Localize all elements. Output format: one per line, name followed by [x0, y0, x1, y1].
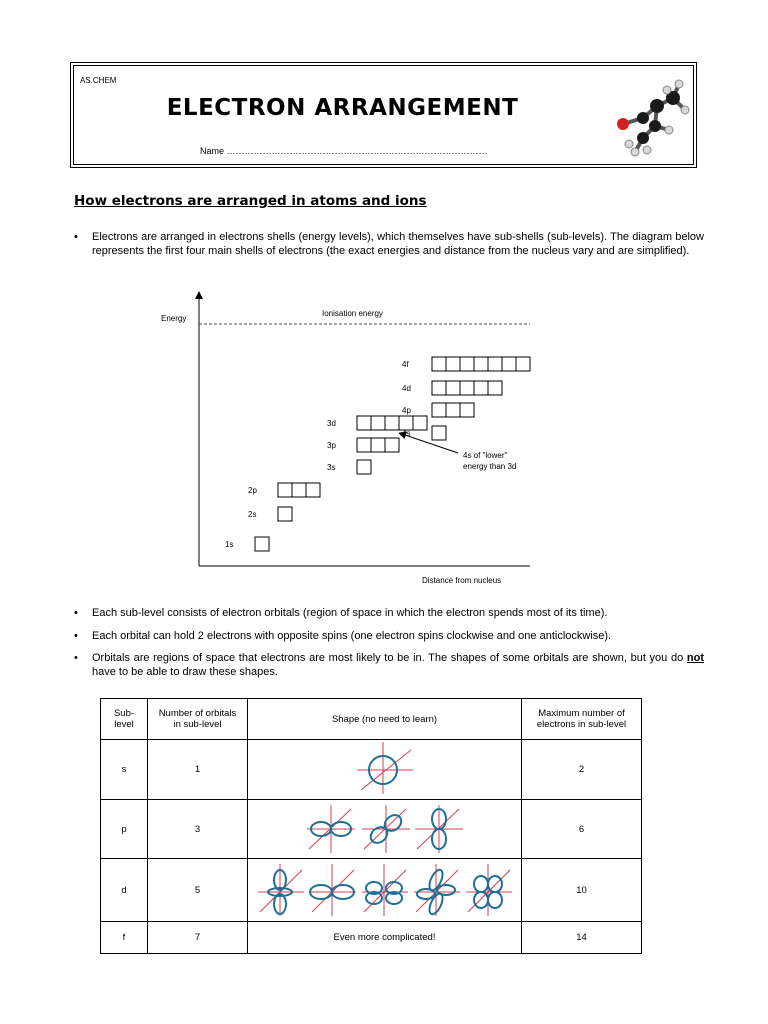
- orbital-box: [357, 416, 371, 430]
- cell-sublevel: f: [101, 922, 148, 954]
- bullet-icon: •: [74, 231, 78, 243]
- orbital-box: [474, 357, 488, 371]
- orbital-box: [488, 357, 502, 371]
- orbital-box: [446, 357, 460, 371]
- orbital-box: [474, 381, 488, 395]
- orbital-box: [385, 416, 399, 430]
- bullet-icon: •: [74, 630, 78, 642]
- orbital-box: [357, 460, 371, 474]
- note-line-2: energy than 3d: [463, 462, 517, 471]
- s-orbital-icon: [355, 740, 415, 796]
- orbital-box: [502, 357, 516, 371]
- p-orbitals-icon: [305, 801, 465, 855]
- orbital-box: [460, 381, 474, 395]
- orbital-box: [488, 381, 502, 395]
- orbital-box: [446, 381, 460, 395]
- cell-max: 2: [522, 740, 642, 800]
- orbital-box: [278, 507, 292, 521]
- cell-max: 10: [522, 859, 642, 922]
- orbital-box: [385, 438, 399, 452]
- table-header-row: [101, 699, 642, 740]
- table-row: [101, 740, 642, 800]
- orbital-box: [460, 403, 474, 417]
- sublevel-label: 4p: [402, 406, 411, 415]
- orbital-box: [371, 438, 385, 452]
- energy-level-diagram: [150, 285, 550, 590]
- orbital-box: [278, 483, 292, 497]
- sublevel-label: 3d: [327, 419, 336, 428]
- section-heading: How electrons are arranged in atoms and ions: [74, 193, 427, 209]
- cell-shape: [248, 800, 522, 859]
- orbital-box: [371, 416, 385, 430]
- note-arrow: [402, 434, 458, 453]
- sublevel-label: 3s: [327, 463, 336, 472]
- bullet-text-4-emphasis: not: [686, 652, 704, 664]
- bullet-icon: •: [74, 607, 78, 619]
- cell-shape: Even more complicated!: [248, 922, 522, 954]
- orbital-box: [255, 537, 269, 551]
- ionisation-label: Ionisation energy: [322, 309, 383, 318]
- bullet-icon: •: [74, 652, 78, 664]
- table-row: [101, 859, 642, 922]
- bullet-text-4-b: have to be able to draw these shapes.: [92, 665, 278, 678]
- bullet-text-3: Each orbital can hold 2 electrons with opposite spins (one electron spins clockwise and one anticlockwise).: [92, 630, 612, 642]
- course-code: AS.CHEM: [80, 76, 117, 85]
- bullet-text-2: Each sub-level consists of electron orbitals (region of space in which the electron spends most of its time).: [92, 607, 608, 619]
- orbital-box: [446, 403, 460, 417]
- distance-axis-label: Distance from nucleus: [422, 576, 502, 585]
- orbital-box: [357, 438, 371, 452]
- cell-orbitals: 7: [148, 922, 248, 954]
- cell-sublevel: s: [101, 740, 148, 800]
- bullet-text-4: [92, 652, 704, 679]
- orbital-box: [432, 403, 446, 417]
- header-shape: Shape (no need to learn): [248, 699, 522, 740]
- bullet-text-1: Electrons are arranged in electrons shells (energy levels), which themselves have sub-shells (sub-levels). The diagram below represents the first four main shells of electrons (the exact energies and distance from the nucleus vary and are simplified).: [92, 231, 704, 257]
- orbital-box: [460, 357, 474, 371]
- note-line-1: 4s of "lower": [463, 451, 508, 460]
- header-sublevel: Sub- level: [101, 699, 148, 740]
- d-orbitals-icon: [256, 860, 514, 918]
- cell-orbitals: 1: [148, 740, 248, 800]
- orbital-box: [516, 357, 530, 371]
- sublevel-label: 4d: [402, 384, 411, 393]
- cell-shape: [248, 859, 522, 922]
- cell-max: 6: [522, 800, 642, 859]
- sublevel-label: 4s: [402, 429, 411, 438]
- header-orbitals: Number of orbitals in sub-level: [148, 699, 248, 740]
- table-row: [101, 800, 642, 859]
- orbital-box: [432, 426, 446, 440]
- orbitals-table: [100, 698, 642, 954]
- sublevel-label: 4f: [402, 360, 409, 369]
- orbital-box: [292, 483, 306, 497]
- cell-sublevel: p: [101, 800, 148, 859]
- sublevel-label: 1s: [225, 540, 234, 549]
- cell-orbitals: 3: [148, 800, 248, 859]
- cell-max: 14: [522, 922, 642, 954]
- orbital-box: [432, 381, 446, 395]
- cell-orbitals: 5: [148, 859, 248, 922]
- orbital-box: [432, 357, 446, 371]
- page-title: ELECTRON ARRANGEMENT: [166, 95, 519, 121]
- orbital-box: [306, 483, 320, 497]
- molecule-illustration: [605, 66, 695, 164]
- sublevel-label: 2s: [248, 510, 257, 519]
- orbital-box: [399, 416, 413, 430]
- bullet-text-4-a: Orbitals are regions of space that electrons are most likely to be in. The shapes of some orbitals are shown, but you do: [92, 652, 687, 664]
- name-field[interactable]: Name ……………………………………………………………………………: [200, 146, 488, 156]
- cell-sublevel: d: [101, 859, 148, 922]
- energy-axis-label: Energy: [161, 314, 187, 323]
- orbital-box: [413, 416, 427, 430]
- cell-shape: [248, 740, 522, 800]
- sublevel-label: 2p: [248, 486, 257, 495]
- sublevel-label: 3p: [327, 441, 336, 450]
- header-max: Maximum number of electrons in sub-level: [522, 699, 642, 740]
- table-row: [101, 922, 642, 954]
